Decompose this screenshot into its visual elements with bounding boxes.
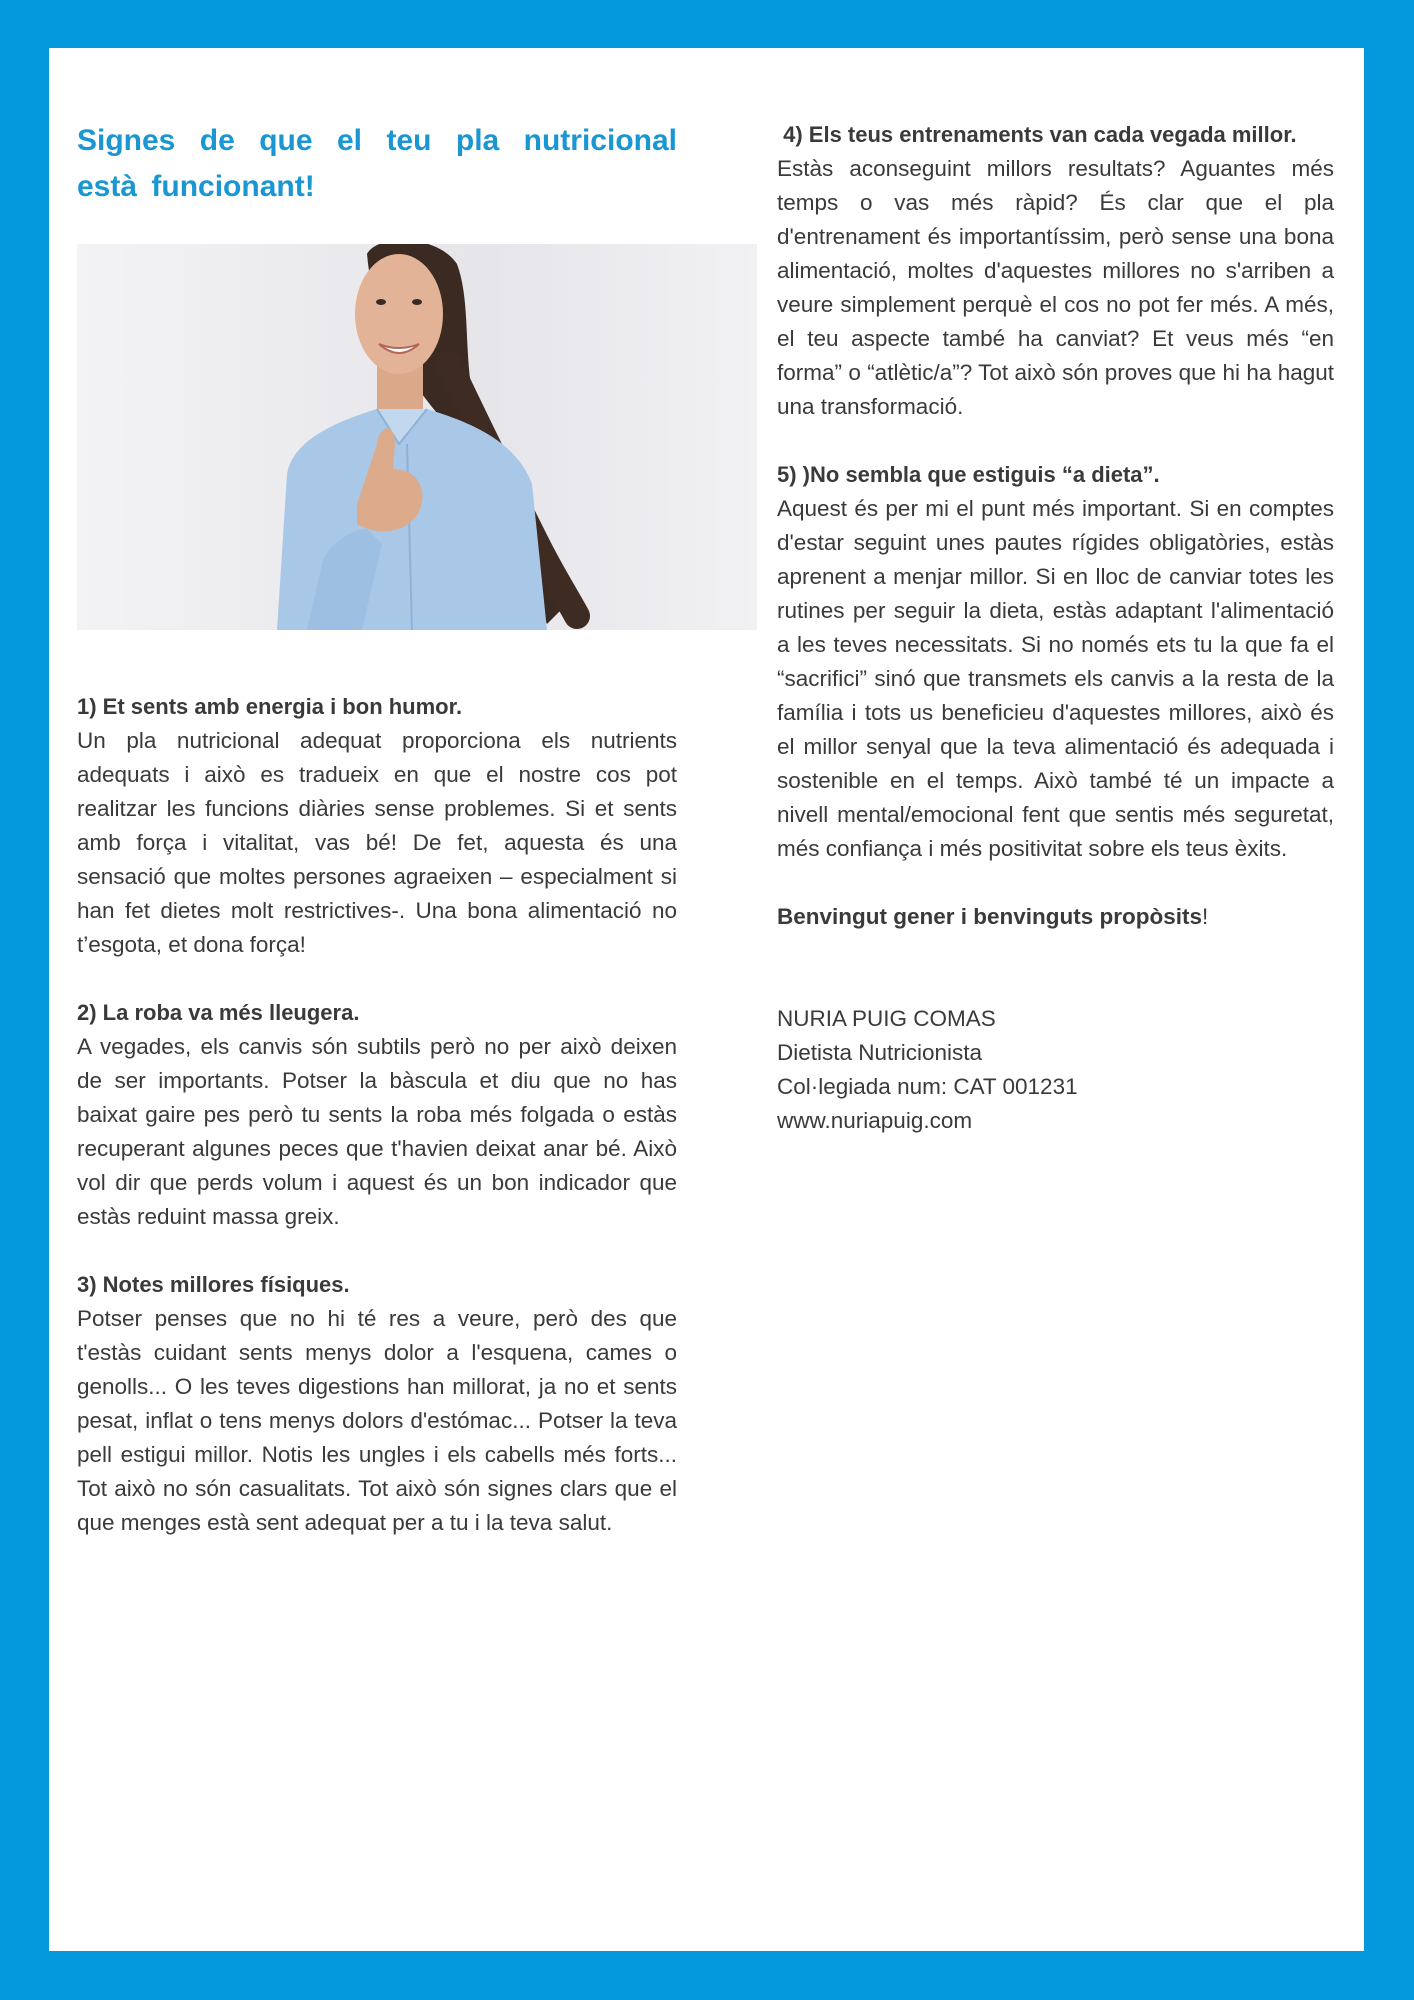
section-1-heading: 1) Et sents amb energia i bon humor. [77,694,463,719]
signature-name: NURIA PUIG COMAS [777,1006,996,1031]
section-2-body: A vegades, els canvis són subtils però no per això deixen de ser importants. Potser la bàscula et diu que no has baixat gaire pes però tu sents la roba més folgada o estàs recuperant algunes peces que t'havien deixat anar bé. Això vol dir que perds volum i aquest és un bon indicador que estàs reduint massa greix. [77,1034,677,1229]
section-5-heading: 5) )No sembla que estiguis “a dieta”. [777,462,1160,487]
right-column [777,118,1334,1138]
section-5-body: Aquest és per mi el punt més important. Si en comptes d'estar seguint unes pautes rígides obligatòries, estàs aprenent a menjar millor. Si en lloc de canviar totes les rutines per seguir la dieta, estàs adaptant l'alimentació a les teves necessitats. Si no només ets tu la que fa el “sacrifici” sinó que transmets els canvis a la resta de la família i tots us beneficieu d'aquestes millores, això és el millor senyal que la teva alimentació és adequada i sostenible en el temps. Això també té un impacte a nivell mental/emocional fent que sentis més seguretat, més confiança i més positivitat sobre els teus èxits. [777,496,1334,861]
page-title: Signes de que el teu pla nutricional està funcionant! [77,124,677,203]
woman-thumbs-up-photo-icon [77,244,757,630]
signature-role: Dietista Nutricionista [777,1040,983,1065]
document-page [49,48,1364,1951]
section-1-body: Un pla nutricional adequat proporciona els nutrients adequats i això es tradueix en que el nostre cos pot realitzar les funcions diàries sense problemes. Si et sents amb força i vitalitat, vas bé! De fet, aquesta és una sensació que moltes persones agraeixen – especialment si han fet dietes molt restrictives-. Una bona alimentació no t’esgota, et dona força! [77,728,677,957]
section-4-heading: 4) Els teus entrenaments van cada vegada millor. [777,122,1297,147]
section-2-heading: 2) La roba va més lleugera. [77,1000,360,1025]
section-3 [77,1268,677,1540]
photo-illustration [77,244,757,630]
section-1 [77,690,677,962]
signature-registration: Col·legiada num: CAT 001231 [777,1074,1078,1099]
section-2 [77,996,677,1234]
section-5 [777,458,1334,866]
section-4-body: Estàs aconseguint millors resultats? Aguantes més temps o vas més ràpid? És clar que el pla d'entrenament és importantíssim, però sense una bona alimentació, moltes d'aquestes millores no s'arriben a veure simplement perquè el cos no pot fer més. A més, el teu aspecte també ha canviat? Et veus més “en forma” o “atlètic/a”? Tot això són proves que hi ha hagut una transformació. [777,156,1334,419]
section-3-heading: 3) Notes millores físiques. [77,1272,350,1297]
closing-bold: Benvingut gener i benvinguts propòsits [777,904,1203,929]
closing-tail: ! [1202,904,1209,929]
left-column [77,118,677,1540]
section-3-body: Potser penses que no hi té res a veure, però des que t'estàs cuidant sents menys dolor a l'esquena, cames o genolls... O les teves digestions han millorat, ja no et sents pesat, inflat o tens menys dolors d'estómac... Potser la teva pell estigui millor. Notis les ungles i els cabells més forts... Tot això no són casualitats. Tot això són signes clars que el que menges està sent adequat per a tu i la teva salut. [77,1306,677,1535]
signature-website[interactable]: www.nuriapuig.com [777,1108,973,1133]
closing-line [777,900,1334,934]
section-4 [777,118,1334,424]
